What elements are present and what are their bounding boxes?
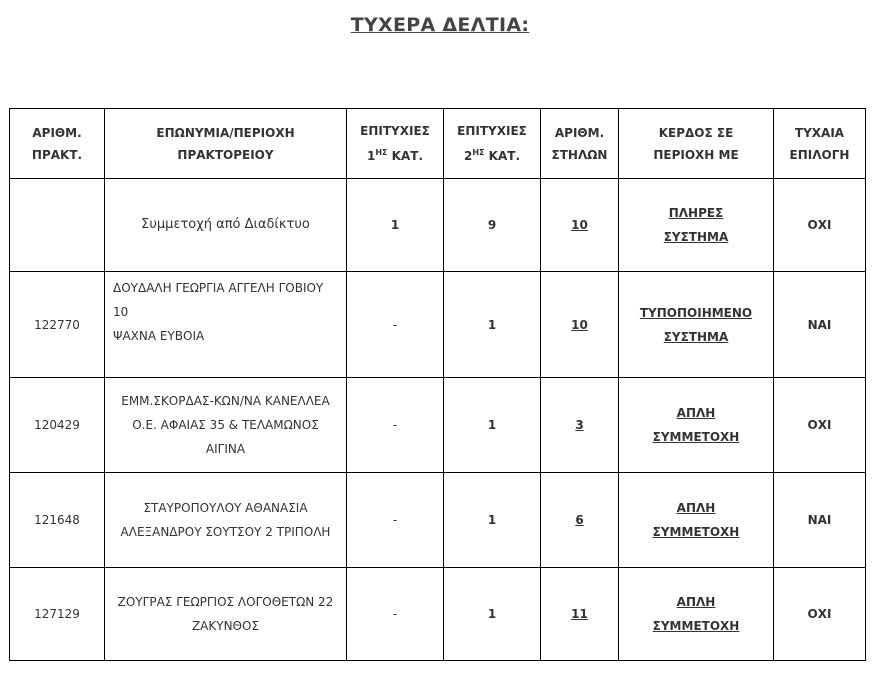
table-row (10, 473, 866, 568)
second-category-wins: 1 (444, 473, 541, 568)
win-by-system: ΤΥΠΟΠΟΙΗΜΕΝΟ ΣΥΣΤΗΜΑ (619, 272, 774, 378)
page-title: ΤΥΧΕΡΑ ΔΕΛΤΙΑ: (350, 14, 530, 36)
table-row (10, 272, 866, 378)
agency-code: 121648 (10, 473, 105, 568)
first-category-wins: - (347, 378, 444, 473)
header-second-category: ΕΠΙΤΥΧΙΕΣ $2^{H\Sigma}$ ΚΑΤ. (444, 109, 541, 179)
table-header-row (10, 109, 866, 179)
agency-code: 122770 (10, 272, 105, 378)
agency-code: 120429 (10, 378, 105, 473)
header-win-by: ΚΕΡΔΟΣ ΣΕ ΠΕΡΙΟΧΗ ΜΕ (619, 109, 774, 179)
second-category-wins: 1 (444, 272, 541, 378)
header-first-category: ΕΠΙΤΥΧΙΕΣ $1^{H\Sigma}$ ΚΑΤ. (347, 109, 444, 179)
agency-name: ΕΜΜ.ΣΚΟΡΔΑΣ-ΚΩΝ/ΝΑ ΚΑΝΕΛΛΕΑ Ο.Ε. ΑΦΑΙΑΣ 35 & ΤΕΛΑΜΩΝΟΣ ΑΙΓΙΝΑ (105, 378, 347, 473)
win-by-system: ΑΠΛΗ ΣΥΜΜΕΤΟΧΗ (619, 568, 774, 661)
win-by-system: ΑΠΛΗ ΣΥΜΜΕΤΟΧΗ (619, 473, 774, 568)
winning-tickets-table (9, 108, 866, 661)
columns-count: 6 (541, 473, 619, 568)
columns-count: 10 (541, 272, 619, 378)
table-row (10, 179, 866, 272)
second-category-wins: 9 (444, 179, 541, 272)
agency-name: ΖΟΥΓΡΑΣ ΓΕΩΡΓΙΟΣ ΛΟΓΟΘΕΤΩΝ 22 ΖΑΚΥΝΘΟΣ (105, 568, 347, 661)
columns-count: 11 (541, 568, 619, 661)
agency-name: ΣΤΑΥΡΟΠΟΥΛΟΥ ΑΘΑΝΑΣΙΑ ΑΛΕΞΑΝΔΡΟΥ ΣΟΥΤΣΟΥ 2 ΤΡΙΠΟΛΗ (105, 473, 347, 568)
second-category-wins: 1 (444, 378, 541, 473)
win-by-system: ΠΛΗΡΕΣ ΣΥΣΤΗΜΑ (619, 179, 774, 272)
header-agency-code: ΑΡΙΘΜ. ΠΡΑΚΤ. (10, 109, 105, 179)
header-agency-name: ΕΠΩΝΥΜΙΑ/ΠΕΡΙΟΧΗ ΠΡΑΚΤΟΡΕΙΟΥ (105, 109, 347, 179)
first-category-wins: - (347, 568, 444, 661)
agency-name: Συμμετοχή από Διαδίκτυο (105, 179, 347, 272)
random-pick: ΟΧΙ (774, 568, 866, 661)
columns-count: 10 (541, 179, 619, 272)
first-category-wins: - (347, 272, 444, 378)
win-by-system: ΑΠΛΗ ΣΥΜΜΕΤΟΧΗ (619, 378, 774, 473)
table-row (10, 568, 866, 661)
columns-count: 3 (541, 378, 619, 473)
agency-code: 127129 (10, 568, 105, 661)
header-random-pick: ΤΥΧΑΙΑ ΕΠΙΛΟΓΗ (774, 109, 866, 179)
agency-name: ΔΟΥΔΑΛΗ ΓΕΩΡΓΙΑ ΑΓΓΕΛΗ ΓΟΒΙΟΥ 10 ΨΑΧΝΑ ΕΥΒΟΙΑ (105, 272, 347, 378)
table-row (10, 378, 866, 473)
agency-code (10, 179, 105, 272)
random-pick: ΟΧΙ (774, 378, 866, 473)
first-category-wins: 1 (347, 179, 444, 272)
header-columns-count: ΑΡΙΘΜ. ΣΤΗΛΩΝ (541, 109, 619, 179)
random-pick: ΝΑΙ (774, 473, 866, 568)
random-pick: ΝΑΙ (774, 272, 866, 378)
second-category-wins: 1 (444, 568, 541, 661)
first-category-wins: - (347, 473, 444, 568)
random-pick: ΟΧΙ (774, 179, 866, 272)
